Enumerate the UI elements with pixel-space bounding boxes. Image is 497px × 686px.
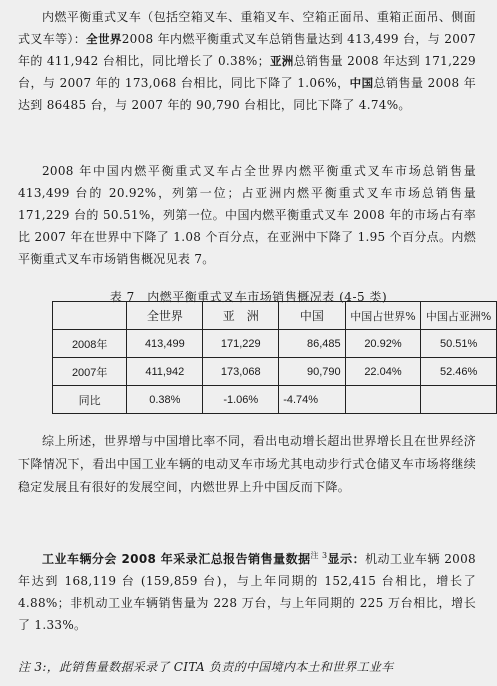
table-header-row (53, 302, 497, 330)
header-cell: 中国占世界% (345, 302, 421, 330)
table-cell: -1.06% (203, 386, 279, 414)
header-cell: 中国占亚洲% (421, 302, 497, 330)
header-cell: 全世界 (127, 302, 203, 330)
p1-china-label: 中国 (349, 76, 374, 90)
p1-intro: 内燃平衡重式叉车（包括空箱叉车、重箱叉车、空箱正面吊、重箱正面吊、侧面式叉车等）： (18, 10, 476, 46)
table-cell: 173,068 (203, 358, 279, 386)
paragraph-1 (18, 6, 476, 116)
row-label: 同比 (53, 386, 127, 414)
p1-world-label: 全世界 (86, 32, 122, 46)
table-cell: 413,499 (127, 330, 203, 358)
p1-asia-text: 总销售量 2008 年达到 171,229 台，与 2007 年的 173,068 台相比，同比下降了 1.06%， (18, 54, 476, 90)
table-row (53, 358, 497, 386)
p4-text: 机动工业车辆 2008 年达到 168,119 台 (159,859 台)，与上年同期的 152,415 台相比，增长了 4.88%；非机动工业车辆销售量为 228 万台，与上年同期的 225 万台相比，增长了 1.33%。 (18, 552, 476, 632)
table-cell (345, 386, 421, 414)
table-cell: 50.51% (421, 330, 497, 358)
p4-show: 显示： (327, 552, 366, 566)
p1-asia-label: 亚洲 (269, 54, 294, 68)
table-row (53, 386, 497, 414)
table-caption: 表 7 内燃平衡重式叉车市场销售概况表 (4-5 类) (109, 290, 388, 304)
row-label: 2008年 (53, 330, 127, 358)
row-label: 2007年 (53, 358, 127, 386)
note-reference: 注 3 (310, 551, 328, 560)
table-cell: 171,229 (203, 330, 279, 358)
table-cell: 0.38% (127, 386, 203, 414)
header-cell (53, 302, 127, 330)
header-cell: 中国 (279, 302, 345, 330)
footnote: 注 3:，此销售量数据采录了 CITA 负责的中国境内本土和世界工业车 (18, 660, 394, 674)
sales-table (52, 301, 497, 414)
table-cell: 22.04% (345, 358, 421, 386)
table-cell: -4.74% (279, 386, 345, 414)
paragraph-4 (18, 545, 476, 636)
paragraph-3: 综上所述，世界增与中国增比率不同，看出电动增长超出世界增长且在世界经济下降情况下，看出中国工业车辆的电动叉车市场尤其电动步行式仓储叉车市场将继续稳定发展且有很好的发展空间，内燃世界上升中国反而下降。 (18, 434, 476, 494)
table-cell: 411,942 (127, 358, 203, 386)
p1-world-text: 2008 年内燃平衡重式叉车总销售量达到 413,499 台，与 2007 年的 411,942 台相比，同比增长了 0.38%； (18, 32, 476, 68)
p1-china-text: 总销售量 2008 年达到 86485 台，与 2007 年的 90,790 台相比，同比下降了 4.74%。 (18, 76, 476, 112)
table-cell: 52.46% (421, 358, 497, 386)
table-cell: 20.92% (345, 330, 421, 358)
table-cell (421, 386, 497, 414)
paragraph-2: 2008 年中国内燃平衡重式叉车占全世界内燃平衡重式叉车市场总销售量 413,499 台的 20.92%，列第一位；占亚洲内燃平衡重式叉车市场总销售量 171,229 台的 50.51%，列第一位。中国内燃平衡重式叉车 2008 年的市场占有率比 2007 年在世界中下降了 1.08 个百分点，在亚洲中下降了 1.95 个百分点。内燃平衡重式叉车市场销售概况见表 7。 (18, 164, 476, 266)
p4-heading: 工业车辆分会 2008 年采录汇总报告销售量数据 (42, 552, 311, 566)
table-row (53, 330, 497, 358)
table-cell: 86,485 (279, 330, 345, 358)
table-cell: 90,790 (279, 358, 345, 386)
header-cell: 亚 洲 (203, 302, 279, 330)
